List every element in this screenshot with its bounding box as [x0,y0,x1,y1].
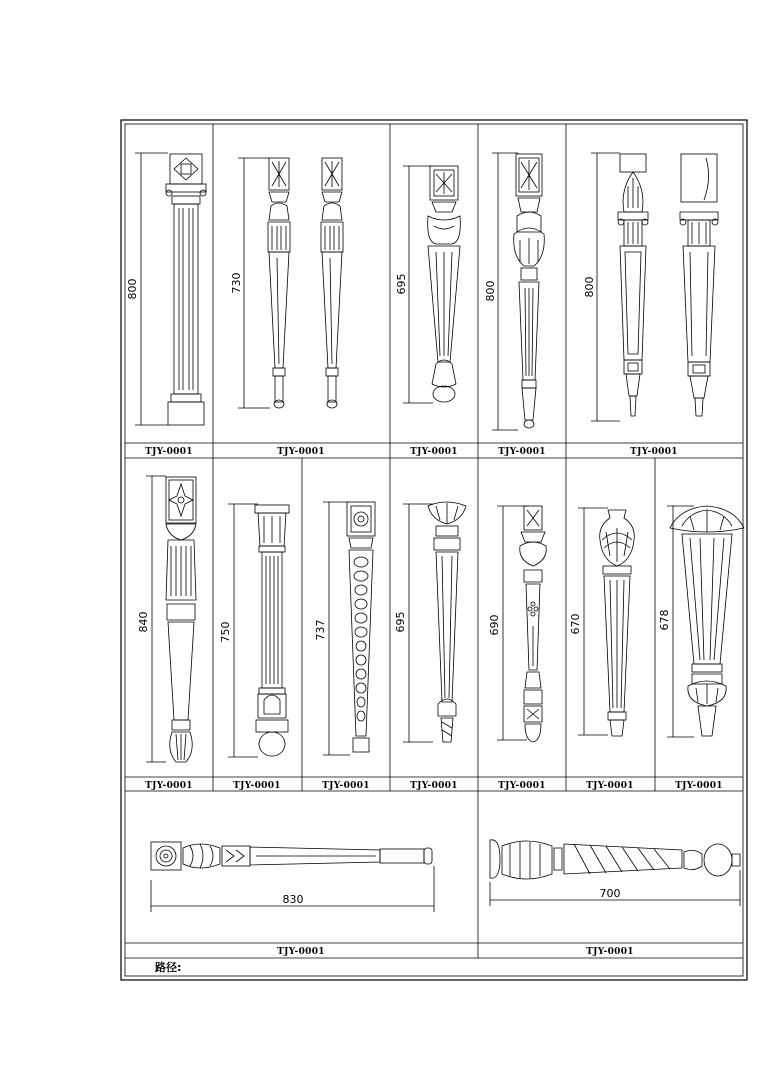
dimension-label-r2c6: 670 [569,613,582,635]
dimension-label-r2c3: 737 [314,619,327,641]
dimension-label-r1c2: 730 [230,272,243,294]
code-label-r2c2: TJY-0001 [233,781,281,791]
code-label-r2c6: TJY-0001 [586,781,634,791]
leg-drawing-r2c5 [497,506,546,742]
code-label-r1c2: TJY-0001 [277,447,325,457]
dimension-label-r3c1: 830 [282,893,304,906]
leg-drawing-r2c3 [323,502,375,755]
leg-drawing-r1c4 [492,153,544,430]
code-label-r1c5: TJY-0001 [630,447,678,457]
code-label-r2c5: TJY-0001 [498,781,546,791]
code-label-r1c3: TJY-0001 [410,447,458,457]
row3-labels [277,887,634,957]
dimension-label-r2c2: 750 [219,621,232,643]
dimension-label-r1c3: 695 [395,273,408,295]
code-label-r1c1: TJY-0001 [145,447,193,457]
dimension-label-r2c4: 695 [394,611,407,633]
dimension-label-r1c4: 800 [484,280,497,302]
code-label-r1c4: TJY-0001 [498,447,546,457]
code-label-r3c2: TJY-0001 [586,947,634,957]
dimension-label-r2c5: 690 [488,614,501,636]
code-label-r2c7: TJY-0001 [675,781,723,791]
leg-drawing-r2c2 [228,504,289,757]
dimension-label-r2c1: 840 [137,611,150,633]
row2-labels [145,781,723,791]
dimension-label-r3c2: 700 [599,887,621,900]
leg-drawing-r1c3 [403,166,460,403]
leg-drawing-r1c1 [135,153,206,425]
leg-drawing-r2c6 [578,508,634,736]
dimension-label-r1c1: 800 [126,278,139,300]
code-label-r2c4: TJY-0001 [410,781,458,791]
code-label-r2c3: TJY-0001 [322,781,370,791]
row2-dimensions [137,610,671,643]
code-label-r2c1: TJY-0001 [145,781,193,791]
path-label: 路径: [155,961,182,974]
dimension-label-r1c5: 800 [583,276,596,298]
leg-drawing-r2c7 [667,506,744,737]
leg-drawing-r2c1 [146,476,196,762]
row1-labels [145,447,678,457]
dimension-label-r2c7: 678 [658,609,671,631]
leg-drawing-r2c4 [403,502,466,742]
leg-drawing-r1c5 [591,153,718,421]
leg-drawing-r1c2 [238,158,343,408]
code-label-r3c1: TJY-0001 [277,947,325,957]
